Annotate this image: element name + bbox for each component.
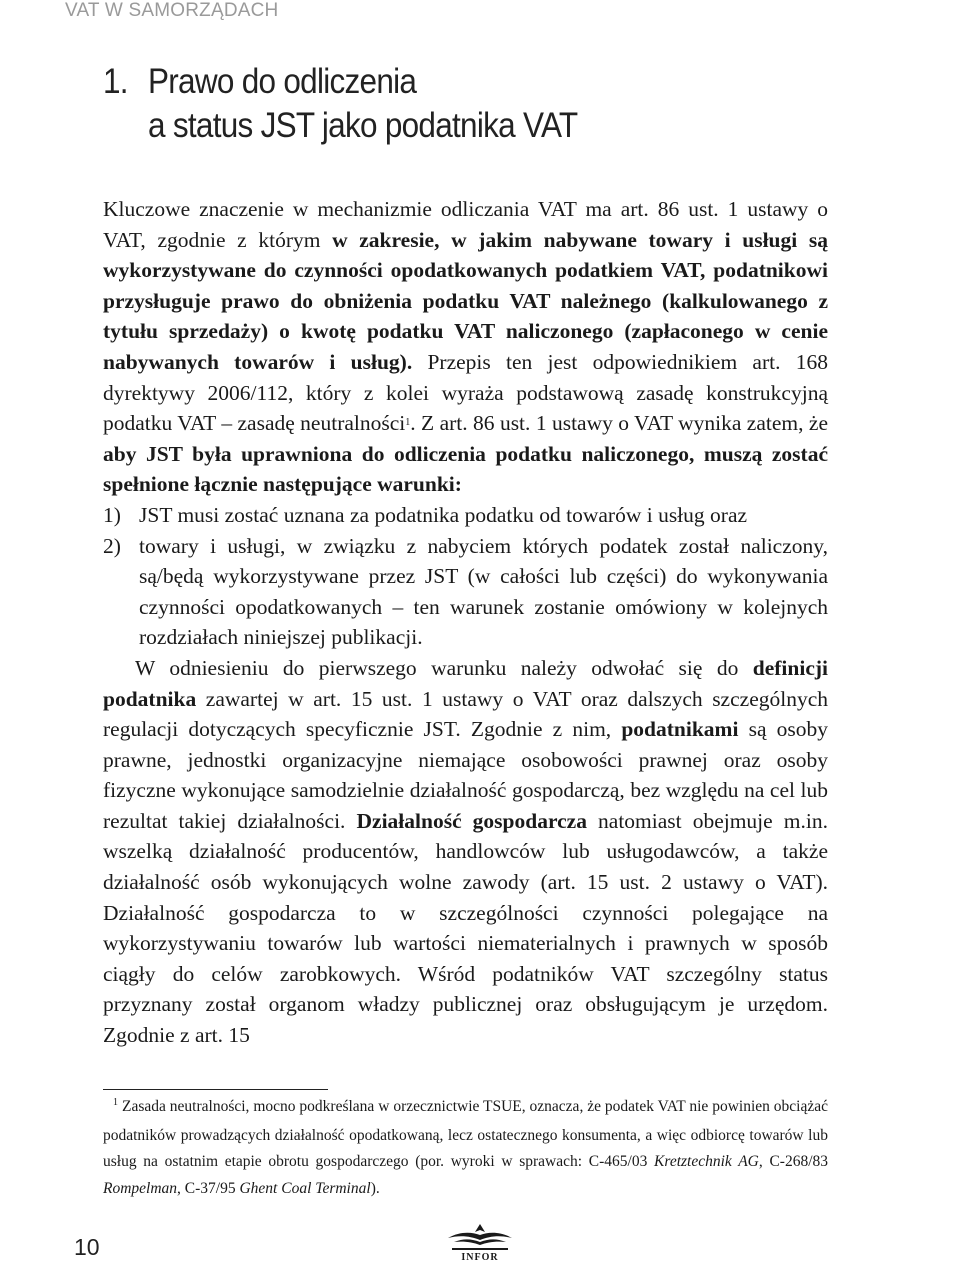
running-head: VAT W SAMORZĄDACH [65, 0, 279, 21]
paragraph-2 [103, 653, 828, 1051]
footnote-text-b: , C-268/83 [758, 1153, 829, 1170]
p2-text-g: natomiast obejmuje m.in. wszelką działalność producentów, handlowców lub usługodawców, a także działalność osób wykonujących wolne zawody (art. 15 ust. 2 ustawy o VAT). Działalność gospodarcza to w szczególności czynności polegające na wykorzystywaniu towarów lub wartości niematerialnych i prawnych w sposób ciągły do celów zarobkowych. Wśród podatników VAT szczególny status przyznany został organom władzy publicznej oraz obsługującym je urzędom. Zgodnie z art. 15 [103, 808, 828, 1048]
paragraph-1 [103, 194, 828, 500]
list-text: towary i usługi, w związku z nabyciem których podatek został naliczony, są/będą wykorzystywane przez JST (w całości lub części) do wykonywania czynności opodatkowanych – ten warunek zostanie omówiony w kolejnych rozdziałach niniejszej publikacji. [139, 533, 828, 650]
chapter-title-line1 [103, 60, 577, 104]
list-text: JST musi zostać uznana za podatnika podatku od towarów i usług oraz [139, 502, 748, 527]
p2-bold-f: Działalność gospodarcza [356, 808, 587, 833]
p1-bold-b: w zakresie, w jakim nabywane towary i usługi są wykorzystywane do czynności opodatkowanych podatkiem VAT, podatnikowi przysługuje prawo do obniżenia podatku VAT należnego (kalkulowanego z tytułu sprzedaży) o kwotę podatku VAT naliczonego (zapłaconego w cenie nabywanych towarów i usług). [103, 227, 828, 374]
footnote-text-a: Zasada neutralności, mocno podkreślana w orzecznictwie TSUE, oznacza, że podatek VAT nie powinien obciążać podatników prowadzących działalność opodatkowaną, lecz ostatecznego konsumenta, a więc odbiorcę towarów lub usług na ostatnim etapie obrotu gospodarczego (por. wyroki w sprawach: C-465/03 [103, 1098, 828, 1170]
p2-text-c: zawartej w art. 15 ust. 1 ustawy o VAT oraz dalszych szczególnych regulacji dotyczących specyficznie JST. Zgodnie z nim, [103, 686, 828, 742]
chapter-title-text1: Prawo do odliczenia [148, 62, 417, 101]
footnote-text-d: ). [370, 1179, 380, 1197]
p2-text-e: są osoby prawne, jednostki organizacyjne niemające osobowości prawnej oraz osoby fizyczne wykonujące samodzielnie działalność gospodarczą, bez względu na cel lub rezultat takiej działalności. [103, 717, 828, 833]
list-item [103, 500, 828, 531]
p1-text-d: . Z art. 86 ust. 1 ustawy o VAT wynika zatem, że [410, 411, 828, 436]
chapter-title [103, 60, 577, 148]
chapter-number: 1. [103, 62, 128, 101]
footnote-case-2: Rompelman [103, 1179, 178, 1197]
p2-bold-b: definicji podatnika [103, 655, 828, 711]
footnote-number: 1 [113, 1097, 118, 1108]
footnote-reference: 1 [405, 417, 411, 429]
p1-text-a: Kluczowe znaczenie w mechanizmie odliczania VAT ma art. 86 ust. 1 ustawy o VAT, zgodnie z którym [103, 197, 828, 252]
footnote-text-c: , C-37/95 [177, 1179, 240, 1197]
infor-logo [438, 1222, 522, 1262]
list-number: 1) [103, 502, 121, 527]
p1-bold-e: aby JST była uprawniona do odliczenia podatku naliczonego, muszą zostać spełnione łącznie następujące warunki: [103, 441, 828, 497]
footnote-divider [103, 1089, 328, 1090]
footnote-case-3: Ghent Coal Terminal [239, 1179, 371, 1197]
chapter-title-line2: a status JST jako podatnika VAT [148, 106, 578, 145]
p2-text-a: W odniesieniu do pierwszego warunku należy odwołać się do [135, 655, 753, 680]
p2-bold-d: podatnikami [621, 717, 739, 742]
list-item [103, 531, 828, 653]
p1-text-c: Przepis ten jest odpowiednikiem art. 168 dyrektywy 2006/112, który z kolei wyraża podstawową zasadę konstrukcyjną podatku VAT – zasadę neutralności [103, 349, 828, 436]
list-number: 2) [103, 533, 121, 558]
footnote [103, 1094, 828, 1202]
footnote-case-1: Kretztechnik AG [654, 1153, 759, 1170]
page-number: 10 [74, 1234, 100, 1260]
body-text [103, 194, 828, 1051]
logo-text: INFOR [461, 1252, 499, 1262]
